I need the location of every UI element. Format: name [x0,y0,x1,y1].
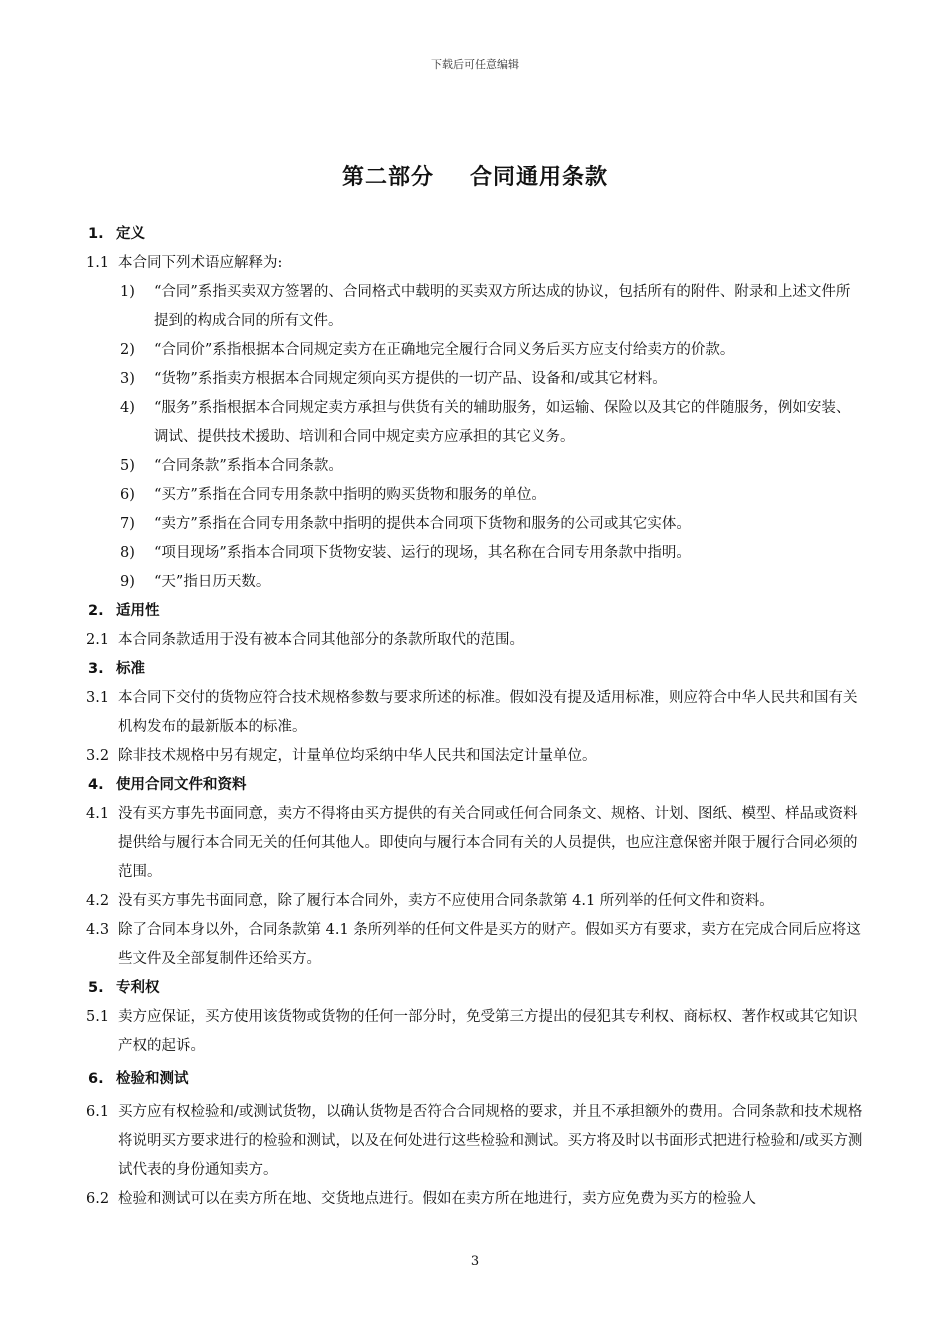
title-part: 第二部分 [341,165,434,190]
clause: 5.1 卖方应保证，买方使用该货物或货物的任何一部分时，免受第三方提出的侵犯其专利权、商标权、著作权或其它知识产权的起诉。 [86,1009,858,1054]
clause: 4.1 没有买方事先书面同意，卖方不得将由买方提供的有关合同或任何合同条文、规格、计划、图纸、模型、样品或资料提供给与履行本合同无关的任何其他人。即使向与履行本合同有关的人员提供，也应注意保密并限于履行合同必须的范围。 [86,806,858,880]
clause: 6.1 买方应有权检验和/或测试货物，以确认货物是否符合合同规格的要求，并且不承担额外的费用。合同条款和技术规格将说明买方要求进行的检验和测试，以及在何处进行这些检验和测试。买方将及时以书面形式把进行检验和/或买方测试代表的身份通知卖方。 [86,1104,863,1178]
definition-item: 8) “项目现场”系指本合同项下货物安装、运行的现场，其名称在合同专用条款中指明。 [120,545,691,561]
clause: 4.2 没有买方事先书面同意，除了履行本合同外，卖方不应使用合同条款第 4.1 所列举的任何文件和资料。 [86,893,774,909]
definition-item: 3) “货物”系指卖方根据本合同规定须向买方提供的一切产品、设备和/或其它材料。 [120,371,667,387]
title-name: 合同通用条款 [470,165,609,190]
page-header: 下载后可任意编辑 [431,58,519,71]
definition-item: 6) “买方”系指在合同专用条款中指明的购买货物和服务的单位。 [120,487,546,503]
section-heading: 6. 检验和测试 [88,1071,189,1087]
definition-item: 2) “合同价”系指根据本合同规定卖方在正确地完全履行合同义务后买方应支付给卖方的价款。 [120,342,735,358]
definition-item: 5) “合同条款”系指本合同条款。 [120,458,343,474]
section-heading: 2. 适用性 [88,603,160,619]
page-title [0,160,950,191]
clause: 6.2 检验和测试可以在卖方所在地、交货地点进行。假如在卖方所在地进行，卖方应免费为买方的检验人 [86,1191,756,1207]
section-heading: 5. 专利权 [88,980,160,996]
section-heading: 3. 标准 [88,661,145,677]
page-number: 3 [470,1254,480,1269]
clause: 3.2 除非技术规格中另有规定，计量单位均采纳中华人民共和国法定计量单位。 [86,748,597,764]
clause: 1.1 本合同下列术语应解释为: [86,255,283,271]
section-heading: 1. 定义 [88,226,145,242]
document-body [86,220,864,1214]
section-heading: 4. 使用合同文件和资料 [88,777,247,793]
definition-item: 7) “卖方”系指在合同专用条款中指明的提供本合同项下货物和服务的公司或其它实体。 [120,516,691,532]
definition-item: 4) “服务”系指根据本合同规定卖方承担与供货有关的辅助服务，如运输、保险以及其它的伴随服务，例如安装、调试、提供技术援助、培训和合同中规定卖方应承担的其它义务。 [120,400,851,445]
definition-item: 1) “合同”系指买卖双方签署的、合同格式中载明的买卖双方所达成的协议，包括所有的附件、附录和上述文件所提到的构成合同的所有文件。 [120,284,851,329]
definition-item: 9) “天”指日历天数。 [120,574,271,590]
clause: 4.3 除了合同本身以外，合同条款第 4.1 条所列举的任何文件是买方的财产。假如买方有要求，卖方在完成合同后应将这些文件及全部复制件还给买方。 [86,922,861,967]
clause: 3.1 本合同下交付的货物应符合技术规格参数与要求所述的标准。假如没有提及适用标准，则应符合中华人民共和国有关机构发布的最新版本的标准。 [86,690,858,735]
clause: 2.1 本合同条款适用于没有被本合同其他部分的条款所取代的范围。 [86,632,524,648]
